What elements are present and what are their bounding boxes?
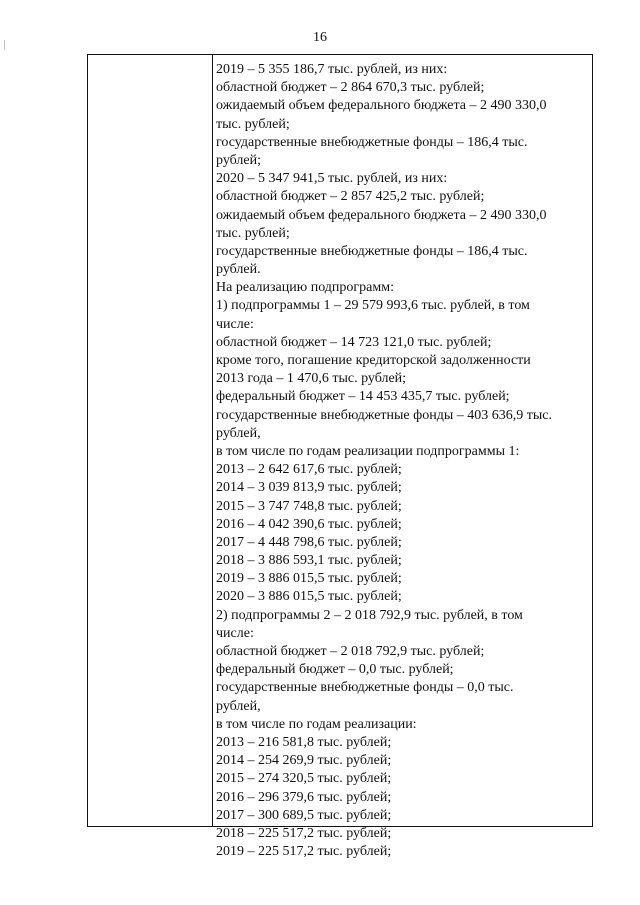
text-line: областной бюджет – 2 857 425,2 тыс. рублей; [216, 189, 485, 205]
text-line: федеральный бюджет – 0,0 тыс. рублей; [216, 662, 454, 678]
text-line: рублей; [216, 152, 261, 168]
text-line: государственные внебюджетные фонды – 186,4 тыс. [216, 243, 528, 259]
text-line: тыс. рублей; [216, 225, 290, 241]
text-line: 2016 – 296 379,6 тыс. рублей; [216, 789, 392, 805]
text-line: кроме того, погашение кредиторской задолженности [216, 353, 531, 368]
text-line: государственные внебюджетные фонды – 186,4 тыс. [216, 134, 528, 150]
document-table [87, 54, 593, 860]
text-line: 2014 – 254 269,9 тыс. рублей; [216, 753, 392, 769]
text-line: 2020 – 5 347 941,5 тыс. рублей, из них: [216, 171, 448, 187]
text-line: 2019 – 3 886 015,5 тыс. рублей; [216, 571, 402, 587]
text-line: тыс. рублей; [216, 116, 290, 132]
text-line: областной бюджет – 14 723 121,0 тыс. рублей; [216, 334, 492, 350]
text-line: государственные внебюджетные фонды – 0,0 тыс. [216, 680, 514, 696]
text-line: На реализацию подпрограмм: [216, 280, 394, 296]
text-line: областной бюджет – 2 018 792,9 тыс. рублей; [216, 644, 485, 659]
text-line: в том числе по годам реализации подпрограммы 1: [216, 443, 520, 459]
text-line: 2019 – 5 355 186,7 тыс. рублей, из них: [216, 62, 448, 77]
text-line: в том числе по годам реализации: [216, 716, 417, 732]
text-line: 2015 – 3 747 748,8 тыс. рублей; [216, 498, 402, 514]
text-line: 2013 – 2 642 617,6 тыс. рублей; [216, 462, 402, 478]
text-line: числе: [216, 625, 254, 641]
text-line: числе: [216, 316, 254, 332]
text-line: федеральный бюджет – 14 453 435,7 тыс. рублей; [216, 389, 510, 405]
text-line: рублей. [216, 262, 261, 278]
text-line: рублей, [216, 425, 261, 441]
text-line: 2020 – 3 886 015,5 тыс. рублей; [216, 589, 402, 605]
text-line: 2013 года – 1 470,6 тыс. рублей; [216, 371, 407, 387]
text-line: 2017 – 4 448 798,6 тыс. рублей; [216, 534, 402, 550]
text-line: 2017 – 300 689,5 тыс. рублей; [216, 807, 392, 823]
text-line: 2015 – 274 320,5 тыс. рублей; [216, 771, 392, 787]
text-line: 2018 – 225 517,2 тыс. рублей; [216, 825, 392, 841]
text-line: 1) подпрограммы 1 – 29 579 993,6 тыс. рублей, в том [216, 298, 530, 314]
text-line: 2) подпрограммы 2 – 2 018 792,9 тыс. рублей, в том [216, 607, 523, 623]
text-line: областной бюджет – 2 864 670,3 тыс. рублей; [216, 80, 485, 96]
text-line: рублей, [216, 698, 261, 714]
text-line: 2014 – 3 039 813,9 тыс. рублей; [216, 480, 402, 496]
text-line: 2019 – 225 517,2 тыс. рублей; [216, 844, 392, 860]
text-line: ожидаемый объем федерального бюджета – 2 490 330,0 [216, 98, 547, 114]
text-line: 2018 – 3 886 593,1 тыс. рублей; [216, 553, 402, 569]
text-line: государственные внебюджетные фонды – 403 636,9 тыс. [216, 407, 552, 423]
page-number: 16 [313, 30, 327, 45]
text-line: 2013 – 216 581,8 тыс. рублей; [216, 734, 392, 750]
table-right-cell [216, 61, 588, 861]
text-line: 2016 – 4 042 390,6 тыс. рублей; [216, 516, 402, 532]
table-column-divider [212, 55, 213, 826]
text-line: ожидаемый объем федерального бюджета – 2 490 330,0 [216, 207, 547, 223]
